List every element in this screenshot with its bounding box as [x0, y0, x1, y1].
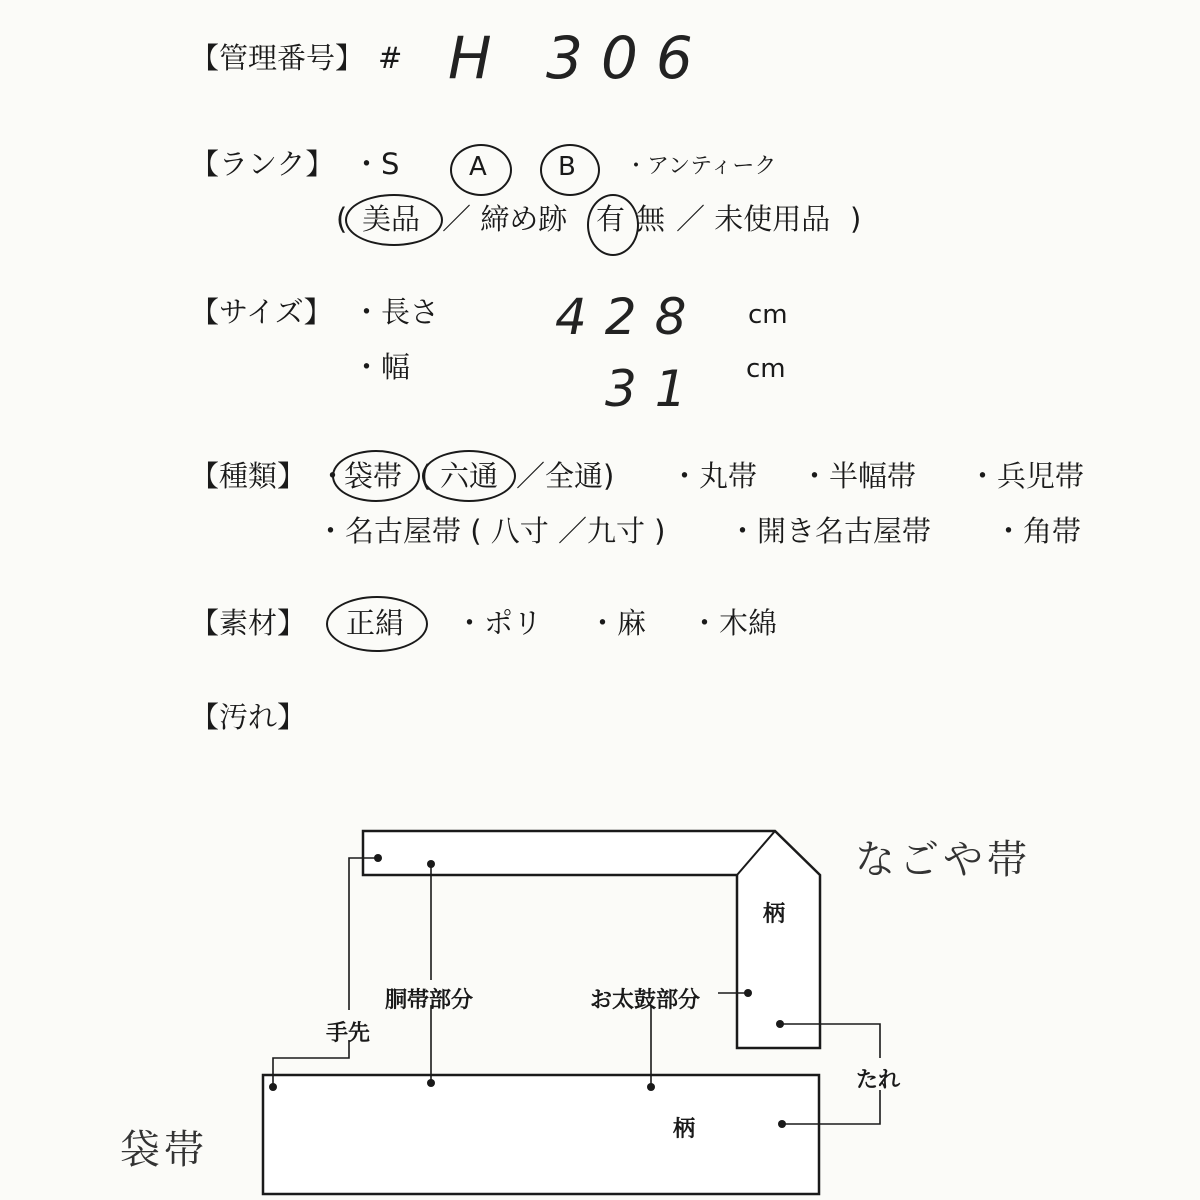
length-value: 428 [555, 288, 705, 346]
control-number-hash: # [378, 41, 403, 75]
rank-option-antique: ・アンティーク [625, 154, 777, 179]
control-number-label: 【管理番号】 [190, 41, 365, 75]
nagoya-obi-label: なごや帯 [855, 837, 1031, 883]
rank-option-a: A [469, 152, 487, 182]
rank-label: 【ランク】 [190, 147, 335, 181]
kind-kaku: ・角帯 [994, 514, 1082, 548]
kind-zentsu: ／全通) [516, 459, 615, 493]
material-momen: ・木綿 [690, 606, 778, 640]
kind-maru: ・丸帯 [670, 459, 758, 493]
condition-bihin: 美品 [362, 202, 421, 236]
kind-hanhaba: ・半幅帯 [800, 459, 917, 493]
tesaki-dot-top [374, 854, 382, 862]
fukuro-obi-label: 袋帯 [120, 1127, 208, 1173]
width-unit: cm [746, 354, 786, 384]
material-poly: ・ポリ [455, 606, 543, 640]
length-label: ・長さ [352, 295, 440, 329]
control-number-value: H 306 [448, 24, 711, 92]
tesaki-label: 手先 [326, 1021, 371, 1046]
condition-close-paren: ) [850, 202, 862, 236]
gara-label-bottom: 柄 [673, 1117, 696, 1142]
condition-nashi: 無 [636, 202, 666, 236]
condition-mishiyo: ／ 未使用品 [676, 202, 831, 236]
length-unit: cm [748, 300, 788, 330]
rank-option-b: B [558, 152, 576, 182]
condition-open-paren: ( [336, 202, 348, 236]
material-asa: ・麻 [588, 606, 647, 640]
tare-label: たれ [856, 1068, 901, 1093]
kind-rokutsu: 六通 [440, 459, 499, 493]
kind-label: 【種類】 [190, 459, 307, 493]
width-value: 31 [605, 360, 705, 418]
kind-dot: ・ [318, 459, 348, 493]
kind-fukuro: 袋帯 [344, 459, 403, 493]
dobu-dot-top [427, 860, 435, 868]
tare-dot-bottom [778, 1120, 786, 1128]
fukuro-obi-outline [263, 1075, 819, 1194]
kind-nagoya: ・名古屋帯 ( 八寸 ／九寸 ) [316, 514, 666, 548]
kind-hiraki-nagoya: ・開き名古屋帯 [728, 514, 932, 548]
otaiko-dot-top [744, 989, 752, 997]
dobu-label: 胴帯部分 [385, 988, 474, 1013]
size-label: 【サイズ】 [190, 295, 333, 329]
tare-dot-top [776, 1020, 784, 1028]
otaiko-label: お太鼓部分 [590, 988, 701, 1013]
condition-shimeato: ／ 締め跡 [442, 202, 568, 236]
otaiko-dot-bottom [647, 1083, 655, 1091]
width-label: ・幅 [352, 350, 411, 384]
rank-option-s: ・S [352, 147, 400, 181]
condition-ari: 有 [596, 202, 626, 236]
tesaki-dot-bottom [269, 1083, 277, 1091]
stain-label: 【汚れ】 [190, 700, 307, 734]
dobu-dot-bottom [427, 1079, 435, 1087]
gara-label-top: 柄 [763, 902, 786, 927]
tesaki-leader [349, 858, 378, 1010]
kind-open-paren: ( [420, 459, 432, 493]
kind-heko: ・兵児帯 [968, 459, 1085, 493]
material-shoken: 正絹 [346, 606, 405, 640]
material-label: 【素材】 [190, 606, 307, 640]
